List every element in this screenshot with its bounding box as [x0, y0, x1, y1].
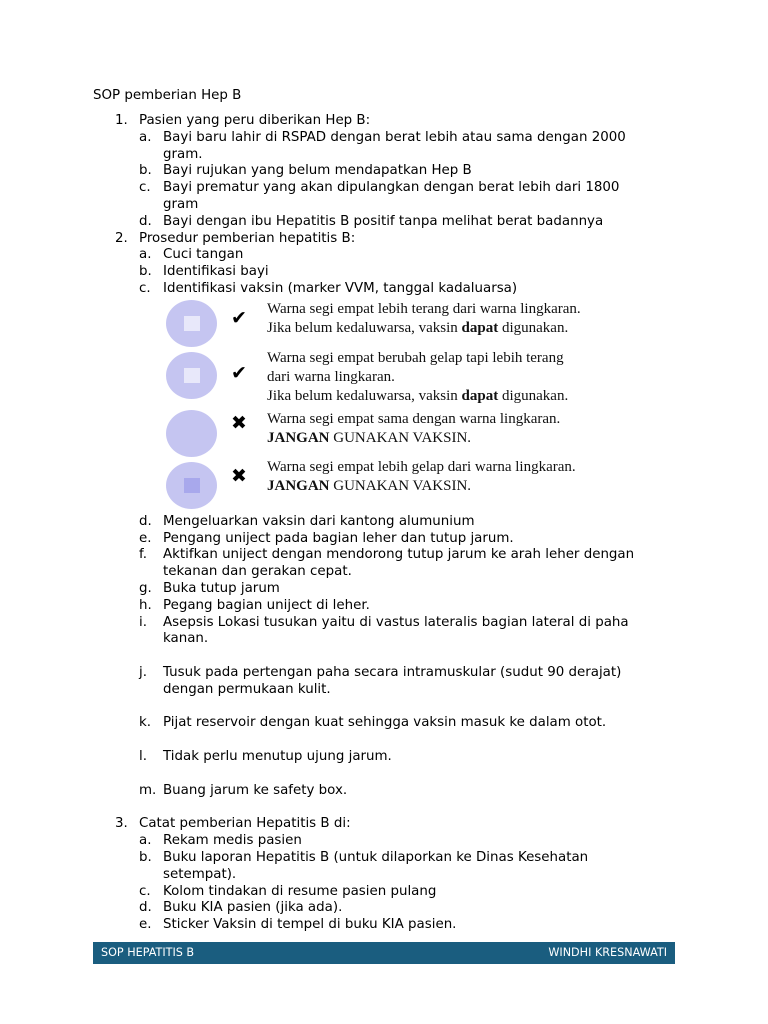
- item-marker: e.: [139, 530, 152, 546]
- list-item: [139, 531, 683, 548]
- list-item: [139, 547, 683, 581]
- item-marker: i.: [139, 614, 147, 630]
- item-marker: c.: [139, 180, 151, 196]
- item-text: gram.: [163, 146, 203, 162]
- vvm-circle-icon: [166, 300, 217, 347]
- checkmark-icon: ✔: [231, 306, 247, 329]
- list-item: [139, 581, 683, 598]
- item-text: Sticker Vaksin di tempel di buku KIA pasien.: [163, 917, 457, 933]
- list-item: [139, 884, 683, 901]
- vvm-description: Warna segi empat sama dengan warna lingkaran. JANGAN GUNAKAN VAKSIN.: [267, 410, 561, 446]
- item-text: Kolom tindakan di resume pasien pulang: [163, 883, 437, 899]
- item-marker: d.: [139, 513, 152, 529]
- list-item: [139, 247, 683, 264]
- item-marker: a.: [139, 129, 152, 145]
- section-heading: Catat pemberian Hepatitis B di:: [139, 816, 351, 832]
- item-text: Pengang uniject pada bagian leher dan tutup jarum.: [163, 530, 514, 546]
- list-item: [139, 615, 683, 649]
- footer-left-text: SOP HEPATITIS B: [101, 946, 195, 959]
- item-marker: e.: [139, 917, 152, 933]
- vvm-description: Warna segi empat lebih gelap dari warna lingkaran. JANGAN GUNAKAN VAKSIN.: [267, 458, 576, 494]
- item-marker: h.: [139, 597, 152, 613]
- item-marker: a.: [139, 833, 152, 849]
- document-title: SOP pemberian Hep B: [93, 88, 242, 103]
- item-text: Pijat reservoir dengan kuat sehingga vaksin masuk ke dalam otot.: [163, 715, 607, 731]
- item-marker: b.: [139, 264, 152, 280]
- list-item: [139, 264, 683, 281]
- section-heading: Pasien yang peru diberikan Hep B:: [139, 113, 371, 128]
- item-text: Asepsis Lokasi tusukan yaitu di vastus lateralis bagian lateral di paha: [163, 614, 629, 630]
- item-text: Bayi rujukan yang belum mendapatkan Hep B: [163, 163, 472, 179]
- footer-right-text: WINDHI KRESNAWATI: [548, 946, 667, 959]
- list-item: [139, 180, 683, 214]
- vvm-circle-icon: [166, 410, 217, 457]
- item-text: setempat).: [163, 866, 237, 882]
- item-marker: d.: [139, 213, 152, 229]
- list-item: [139, 163, 683, 180]
- section-1: [93, 113, 683, 231]
- item-marker: b.: [139, 163, 152, 179]
- checkmark-icon: ✔: [231, 361, 247, 384]
- item-text: Bayi dengan ibu Hepatitis B positif tanpa melihat berat badannya: [163, 213, 604, 229]
- vvm-square-icon: [184, 368, 200, 383]
- item-text: gram: [163, 196, 199, 212]
- section-number: 1.: [115, 113, 128, 128]
- vvm-square-icon: [184, 316, 200, 331]
- item-text: Identifikasi bayi: [163, 264, 269, 280]
- item-marker: j.: [139, 664, 147, 680]
- item-text: Cuci tangan: [163, 247, 244, 263]
- item-text: tekanan dan gerakan cepat.: [163, 564, 352, 580]
- item-text: Buku KIA pasien (jika ada).: [163, 900, 343, 916]
- item-marker: m.: [139, 782, 157, 798]
- item-text: Aktifkan uniject dengan mendorong tutup jarum ke arah leher dengan: [163, 547, 635, 563]
- list-item: [139, 850, 683, 884]
- list-item: [139, 900, 683, 917]
- item-marker: b.: [139, 849, 152, 865]
- list-item: [139, 281, 683, 298]
- item-text: Mengeluarkan vaksin dari kantong alumunium: [163, 513, 475, 529]
- list-item: [139, 130, 683, 164]
- item-marker: a.: [139, 247, 152, 263]
- vvm-figure: [163, 300, 683, 514]
- list-item: [139, 665, 683, 699]
- item-text: Tidak perlu menutup ujung jarum.: [163, 748, 392, 764]
- item-marker: f.: [139, 547, 147, 563]
- item-marker: c.: [139, 883, 151, 899]
- section-number: 3.: [115, 816, 128, 832]
- item-text: Buka tutup jarum: [163, 580, 280, 596]
- page-footer: [93, 942, 675, 964]
- item-text: Tusuk pada pertengan paha secara intramuskular (sudut 90 derajat): [163, 664, 622, 680]
- section-3: [93, 816, 683, 934]
- item-marker: d.: [139, 900, 152, 916]
- list-item: [139, 214, 683, 231]
- vvm-circle-icon: [166, 352, 217, 399]
- item-text: Buang jarum ke safety box.: [163, 782, 348, 798]
- section-2: [93, 231, 683, 817]
- vvm-circle-icon: [166, 462, 217, 509]
- vvm-square-icon: [184, 478, 200, 493]
- list-item: [139, 917, 683, 934]
- item-text: Buku laporan Hepatitis B (untuk dilaporkan ke Dinas Kesehatan: [163, 849, 589, 865]
- item-text: dengan permukaan kulit.: [163, 681, 331, 697]
- cross-icon: ✖: [231, 464, 247, 487]
- item-text: Identifikasi vaksin (marker VVM, tanggal kadaluarsa): [163, 280, 518, 296]
- item-marker: g.: [139, 580, 152, 596]
- cross-icon: ✖: [231, 411, 247, 434]
- section-heading: Prosedur pemberian hepatitis B:: [139, 230, 356, 246]
- list-item: [139, 598, 683, 615]
- item-marker: c.: [139, 280, 151, 296]
- list-item: [139, 783, 683, 800]
- vvm-description: Warna segi empat berubah gelap tapi lebih terang dari warna lingkaran. Jika belum kedaluwarsa, vaksin dapat digunakan.: [267, 349, 569, 404]
- list-item: [139, 715, 683, 732]
- item-marker: k.: [139, 715, 152, 731]
- list-item: [139, 514, 683, 531]
- section-number: 2.: [115, 230, 128, 246]
- item-text: Bayi prematur yang akan dipulangkan dengan berat lebih dari 1800: [163, 180, 620, 196]
- numbered-list: [93, 113, 683, 934]
- item-text: Bayi baru lahir di RSPAD dengan berat lebih atau sama dengan 2000: [163, 129, 626, 145]
- vvm-description: Warna segi empat lebih terang dari warna lingkaran. Jika belum kedaluwarsa, vaksin dapat digunakan.: [267, 300, 581, 336]
- list-item: [139, 833, 683, 850]
- item-text: Rekam medis pasien: [163, 833, 302, 849]
- item-marker: l.: [139, 748, 147, 764]
- item-text: kanan.: [163, 631, 209, 647]
- item-text: Pegang bagian uniject di leher.: [163, 597, 370, 613]
- list-item: [139, 749, 683, 766]
